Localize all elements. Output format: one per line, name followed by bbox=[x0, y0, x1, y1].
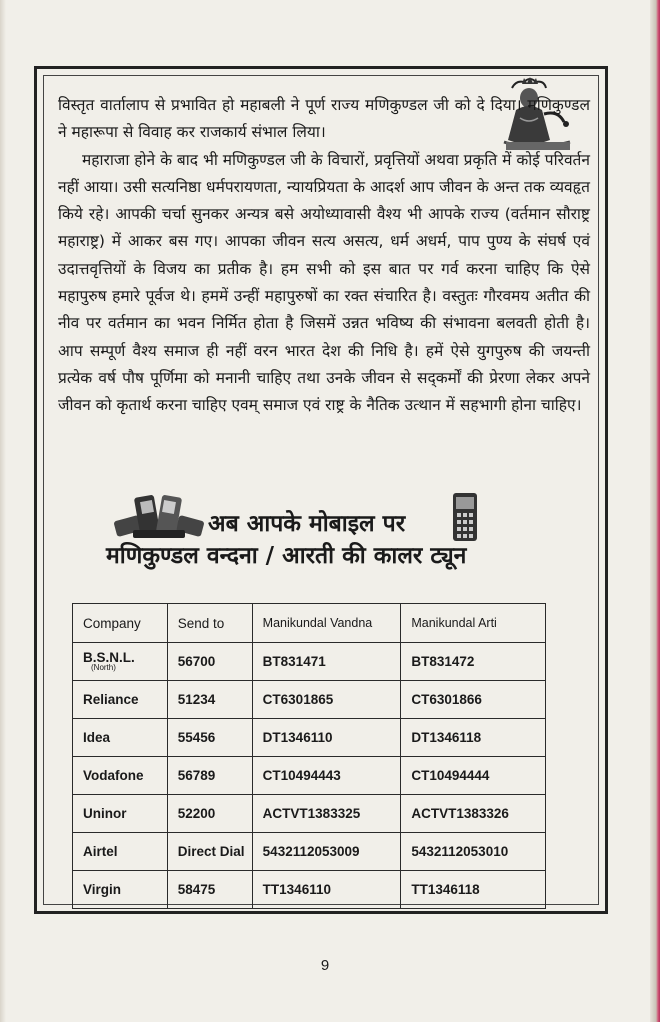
mobile-phone-icon bbox=[452, 492, 478, 542]
arti-code-cell: ACTVT1383326 bbox=[401, 795, 546, 833]
vandna-code-cell: 5432112053009 bbox=[252, 833, 401, 871]
article-text bbox=[58, 92, 590, 420]
vandna-code-cell: CT6301865 bbox=[252, 681, 401, 719]
table-row bbox=[73, 757, 546, 795]
company-name: B.S.N.L. bbox=[83, 650, 135, 665]
company-cell bbox=[73, 643, 168, 681]
vandna-code-cell: DT1346110 bbox=[252, 719, 401, 757]
arti-code-cell: BT831472 bbox=[401, 643, 546, 681]
table-row bbox=[73, 833, 546, 871]
page-left-edge bbox=[0, 0, 6, 1022]
company-cell: Airtel bbox=[73, 833, 168, 871]
header-company: Company bbox=[73, 604, 168, 643]
table-row bbox=[73, 719, 546, 757]
arti-code-cell: TT1346118 bbox=[401, 871, 546, 909]
promo-heading-line-1: अब आपके मोबाइल पर bbox=[208, 511, 406, 537]
vandna-code-cell: TT1346110 bbox=[252, 871, 401, 909]
arti-code-cell: CT6301866 bbox=[401, 681, 546, 719]
caller-tune-table bbox=[72, 603, 546, 909]
phones-icon bbox=[113, 492, 205, 540]
vandna-code-cell: ACTVT1383325 bbox=[252, 795, 401, 833]
header-arti: Manikundal Arti bbox=[401, 604, 546, 643]
paragraph-2: महाराजा होने के बाद भी मणिकुण्डल जी के विचारों, प्रवृत्तियों अथवा प्रकृति में कोई परिवर्तन नहीं आया। उसी सत्यनिष्ठा धर्मपरायणता, न्यायप्रियता के आदर्श आप जीवन के अन्त तक व्यवहृत किये रहे। आपकी चर्चा सुनकर अन्यत्र बसे अयोध्यावासी वैश्य भी आपके राज्य (वर्तमान सौराष्ट्र महाराष्ट्र) में आकर बस गए। आपका जीवन सत्य असत्य, धर्म अधर्म, पाप पुण्य के संघर्ष एवं उदात्तवृत्तियों के विजय का प्रतीक है। हम सभी को इस बात पर गर्व करना चाहिए कि ऐसे महापुरुष हमारे पूर्वज थे। हममें उन्हीं महापुरुषों का रक्त संचारित है। वस्तुतः गौरवमय अतीत की नीव पर वर्तमान का भवन निर्मित होता है जिसमें उन्नत भविष्य की संभावना बलवती होती है। आप सम्पूर्ण वैश्य समाज ही नहीं वरन भारत देश की निधि है। हमें ऐसे युगपुरुष की जयन्ती प्रत्येक वर्ष पौष पूर्णिमा को मनानी चाहिए तथा उनके जीवन से सद्कर्मों की प्रेरणा लेकर अपने जीवन को कृतार्थ करना चाहिए एवम् समाज एवं राष्ट्र के नैतिक उत्थान में सहभागी होना चाहिए। bbox=[58, 150, 590, 415]
arti-code-cell: 5432112053010 bbox=[401, 833, 546, 871]
vandna-code-cell: CT10494443 bbox=[252, 757, 401, 795]
page-right-edge bbox=[650, 0, 660, 1022]
paragraph-1: विस्तृत वार्तालाप से प्रभावित हो महाबली ने पूर्ण राज्य मणिकुण्डल जी को दे दिया। मणिकुण्डल ने महारूपा से विवाह कर राजकार्य संभाल लिया। bbox=[58, 96, 590, 142]
table-header-row bbox=[73, 604, 546, 643]
table-row bbox=[73, 795, 546, 833]
arti-code-cell: DT1346118 bbox=[401, 719, 546, 757]
caller-tune-promo bbox=[58, 478, 590, 578]
company-cell: Uninor bbox=[73, 795, 168, 833]
send-to-cell: 56700 bbox=[167, 643, 252, 681]
vandna-code-cell: BT831471 bbox=[252, 643, 401, 681]
page-number: 9 bbox=[320, 957, 330, 974]
company-cell: Virgin bbox=[73, 871, 168, 909]
send-to-cell: 51234 bbox=[167, 681, 252, 719]
company-cell: Idea bbox=[73, 719, 168, 757]
table-row bbox=[73, 871, 546, 909]
send-to-cell: 56789 bbox=[167, 757, 252, 795]
send-to-cell: 58475 bbox=[167, 871, 252, 909]
header-send-to: Send to bbox=[167, 604, 252, 643]
send-to-cell: 55456 bbox=[167, 719, 252, 757]
promo-heading-line-2: मणिकुण्डल वन्दना / आरती की कालर ट्यून bbox=[106, 543, 467, 569]
send-to-cell: Direct Dial bbox=[167, 833, 252, 871]
send-to-cell: 52200 bbox=[167, 795, 252, 833]
table-row bbox=[73, 681, 546, 719]
arti-code-cell: CT10494444 bbox=[401, 757, 546, 795]
company-cell: Reliance bbox=[73, 681, 168, 719]
table-row bbox=[73, 643, 546, 681]
company-region: (North) bbox=[91, 663, 116, 672]
header-vandna: Manikundal Vandna bbox=[252, 604, 401, 643]
company-cell: Vodafone bbox=[73, 757, 168, 795]
